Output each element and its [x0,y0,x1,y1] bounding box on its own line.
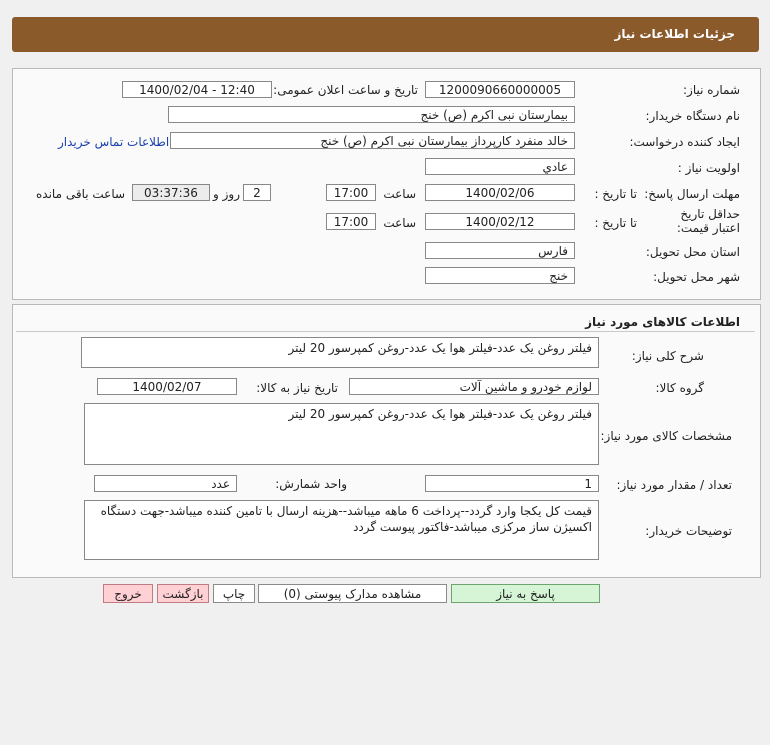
validity-time-field: 17:00 [326,213,376,230]
deadline-time-label: ساعت [383,187,416,201]
back-button[interactable]: بازگشت [157,584,209,603]
deadline-time-field: 17:00 [326,184,376,201]
group-field: لوازم خودرو و ماشین آلات [349,378,599,395]
notes-label: توضیحات خریدار: [645,524,732,538]
need-number-field: 1200090660000005 [425,81,575,98]
buyer-label: نام دستگاه خریدار: [645,109,740,123]
goods-section-title: اطلاعات کالاهای مورد نیاز [585,315,740,329]
need-date-label: تاریخ نیاز به کالا: [256,381,338,395]
deadline-label: مهلت ارسال پاسخ: [644,187,740,201]
unit-label: واحد شمارش: [275,477,347,491]
province-label: استان محل تحویل: [645,245,740,259]
province-field: فارس [425,242,575,259]
validity-time-label: ساعت [383,216,416,230]
announce-field: 1400/02/04 - 12:40 [122,81,272,98]
qty-field: 1 [425,475,599,492]
print-button[interactable]: چاپ [213,584,255,603]
priority-field: عادي [425,158,575,175]
exit-button[interactable]: خروج [103,584,153,603]
page-header [12,17,759,52]
creator-label: ایجاد کننده درخواست: [629,135,740,149]
city-field: خنج [425,267,575,284]
summary-label: شرح کلی نیاز: [631,349,704,363]
need-date-field: 1400/02/07 [97,378,237,395]
deadline-until-label: تا تاریخ : [594,187,637,201]
days-label: روز و [213,187,240,201]
section-divider [16,331,755,332]
remaining-time-field: 03:37:36 [132,184,210,201]
need-number-label: شماره نیاز: [683,83,740,97]
specs-field: فیلتر روغن یک عدد-فیلتر هوا یک عدد-روغن کمپرسور 20 لیتر [84,403,599,465]
priority-label: اولویت نیاز : [677,161,740,175]
reply-button[interactable]: پاسخ به نیاز [451,584,600,603]
summary-field: فیلتر روغن یک عدد-فیلتر هوا یک عدد-روغن کمپرسور 20 لیتر [81,337,599,368]
attachments-button[interactable]: مشاهده مدارک پیوستی (0) [258,584,447,603]
specs-label: مشخصات کالای مورد نیاز: [600,429,732,443]
city-label: شهر محل تحویل: [653,270,740,284]
buyer-field: بیمارستان نبی اکرم (ص) خنج [168,106,575,123]
announce-label: تاریخ و ساعت اعلان عمومی: [273,83,418,97]
deadline-date-field: 1400/02/06 [425,184,575,201]
qty-label: تعداد / مقدار مورد نیاز: [616,478,732,492]
unit-field: عدد [94,475,237,492]
validity-until-label: تا تاریخ : [594,216,637,230]
days-field: 2 [243,184,271,201]
notes-field: قیمت کل یکجا وارد گردد--پرداخت 6 ماهه میباشد--هزینه ارسال با تامین کننده میباشد-جهت دستگاه اکسیژن ساز مرکزی میباشد-فاکتور پیوست گردد [84,500,599,560]
creator-field: خالد منفرد کارپرداز بیمارستان نبی اکرم (ص) خنج [170,132,575,149]
contact-buyer-link[interactable]: اطلاعات تماس خریدار [58,135,170,149]
group-label: گروه کالا: [655,381,704,395]
page-title: جزئیات اطلاعات نیاز [614,27,735,41]
validity-date-field: 1400/02/12 [425,213,575,230]
need-info-panel [12,68,761,300]
validity-label: حداقل تاریخ اعتبار قیمت: [676,207,740,235]
remaining-label: ساعت باقی مانده [36,187,126,201]
